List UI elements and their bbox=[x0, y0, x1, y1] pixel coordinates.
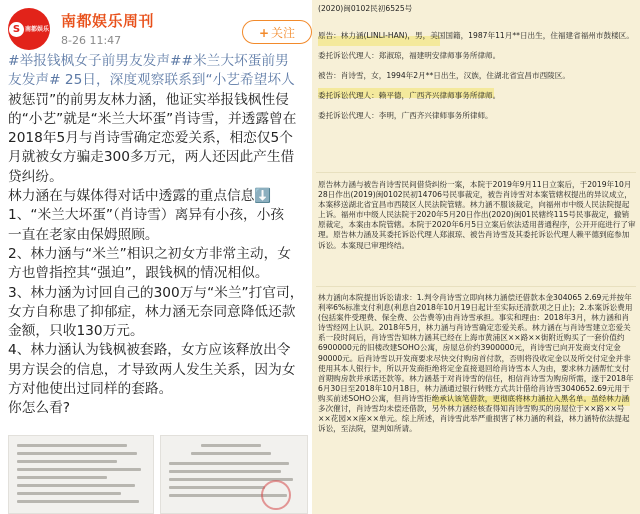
text-line-shape bbox=[169, 486, 265, 489]
party-plaintiff: 原告：林力涵(LINLI-HAN)，男，美国国籍，1987年11月**日出生，住福建省福州市鼓楼区。 bbox=[318, 31, 634, 40]
text-line-shape bbox=[169, 462, 289, 465]
party-plaintiff-agent: 委托诉讼代理人：郑淑琼，福建明安律师事务所律师。 bbox=[318, 51, 501, 61]
document-header bbox=[318, 4, 636, 14]
post-time: 8-26 11:47 bbox=[61, 34, 122, 47]
post-line: 1、“米兰大坏蛋”（肖诗雪）离异有小孩，小孩 bbox=[8, 207, 285, 224]
post-line: 男方误会的信息，才导致两人发生关系，因为女 bbox=[8, 361, 296, 378]
account-name[interactable]: 南都娱乐周刊 bbox=[61, 12, 155, 30]
post-line: 被惩罚”的前男友林力涵，他证实举报钱枫性侵 bbox=[8, 91, 289, 108]
text-line-shape bbox=[169, 470, 281, 473]
hashtag-line[interactable]: #举报钱枫女子前男友发声##米兰大坏蛋前男 bbox=[8, 53, 289, 69]
text-line-shape bbox=[17, 492, 121, 495]
plus-icon: + bbox=[258, 26, 270, 40]
party-defendant: 被告：肖诗雪，女，1994年2月**日出生，汉族，住湖北省宜昌市西陵区。 bbox=[318, 71, 570, 81]
post-line: 金额，只收130万元。 bbox=[8, 323, 144, 340]
post-line: 你怎么看? bbox=[8, 400, 71, 417]
party-defendant-agent-1: 委托诉讼代理人：赖平德，广西齐兴律师事务所律师。 bbox=[318, 91, 501, 101]
post-body bbox=[8, 52, 308, 419]
post-line: 贷纠纷。 bbox=[8, 168, 63, 185]
text-line-shape bbox=[17, 484, 135, 487]
document-procedure bbox=[318, 180, 636, 251]
post-line: 女方自称患了抑郁症，林力涵无奈同意降低还款 bbox=[8, 303, 296, 320]
divider bbox=[316, 172, 636, 173]
post-line: 2、林力涵与“米兰”相识之初女方非常主动，女 bbox=[8, 245, 291, 262]
text-line-shape bbox=[17, 500, 139, 503]
text-line-shape bbox=[17, 476, 107, 479]
follow-button[interactable] bbox=[242, 20, 312, 44]
post-line: 2018年5月与肖诗雪确定恋爱关系，相恋仅5个 bbox=[8, 130, 293, 147]
avatar[interactable] bbox=[8, 8, 50, 50]
post-line[interactable] bbox=[8, 52, 308, 71]
divider bbox=[316, 286, 636, 287]
attached-document-image-2[interactable] bbox=[160, 435, 308, 514]
post-line bbox=[8, 71, 308, 90]
text-line-shape bbox=[17, 468, 141, 471]
case-number: (2020)闽0102民初6525号 bbox=[318, 4, 413, 13]
avatar-logo-text: 南都娱乐 bbox=[24, 25, 49, 33]
post-line: 一直在老家由保姆照顾。 bbox=[8, 226, 159, 243]
text-line-shape bbox=[17, 444, 127, 447]
text-line-shape bbox=[17, 460, 117, 463]
red-seal-stamp-icon bbox=[261, 480, 291, 510]
hashtag-line[interactable]: 友发声# 25日，深度观察联系到“小艺希望坏人 bbox=[8, 72, 295, 89]
post-line: 方也曾指控其“强迫”，跟钱枫的情况相似。 bbox=[8, 265, 269, 282]
post-line: 月就被女方骗走300多万元，两人还因此产生借 bbox=[8, 149, 295, 166]
court-document-page bbox=[312, 0, 640, 514]
follow-label: 关注 bbox=[271, 26, 296, 40]
text-line-shape bbox=[191, 452, 271, 455]
claims-paragraph: 林力涵向本院提出诉讼请求：1.判令肖诗雪立即向林力涵偿还借款本金304065 2.69元并按年利率6%标准支付利息(利息自2018年10月19日起计至实际还清款项之日止)；2.本案诉讼费用(包括案件受理费、保全费、公告费等)由肖诗雪承担。事实和理由：2018年3月，林力涵和肖诗雪经网上认识。2018年5月，林力涵与肖诗雪确定恋爱关系。林力涵在与肖诗雪建立恋爱关系一段时间后，肖诗雪告知林力涵其已经在上海市黄浦区××路××街附近购买了一套价值约6900000元的旧楼改建SOHO公寓，房屋总价约3900000元，肖诗雪已向开发商支付定金90000元。后肖诗雪以开发商要求尽快交付购房首付款，否则将没收定金以及所交付定金并非使用其本人银行卡，所以开发商拒绝将定金直接退回给肖诗雪本人为由，要求林力涵帮忙支付首期购房款并承诺还款等。林力涵基于对肖诗雪的信任，相信肖诗雪为购房所需，遂于2018年6月30日至2018年10月18日，林力涵通过银行转账方式共计借给肖诗雪3040652.69元用于购买前述SOHO公寓，但肖诗雪拒绝承认该笔借款，更彻底将林力涵拉入黑名单。虽经林力涵多次催讨，肖诗雪均未偿还借款，另外林力涵经核查得知肖诗雪购买的房屋位于××路××号××花园××座××单元。综上所述，肖诗雪此举严重损害了林力涵的利益，林力涵特依法提起诉讼，至法院，望判如所请。 bbox=[318, 293, 634, 434]
post-line: 的“小艺”就是“米兰大坏蛋”肖诗雪，并透露曾在 bbox=[8, 110, 297, 127]
document-claims bbox=[318, 293, 636, 434]
text-line-shape bbox=[17, 452, 137, 455]
attached-images bbox=[8, 435, 308, 514]
attached-document-image-1[interactable] bbox=[8, 435, 154, 514]
post-line: 3、林力涵为讨回自己的300万与“米兰”打官司， bbox=[8, 284, 304, 301]
weibo-post-screenshot bbox=[0, 0, 312, 514]
post-line: 方对他使出过同样的套路。 bbox=[8, 381, 173, 398]
procedure-paragraph: 原告林力涵与被告肖诗雪民间借贷纠纷一案，本院于2019年9月11日立案后，于2019年10月28日作出(2019)闽0102民初14706号民事裁定，被告肖诗雪对本案管辖权提出的异议成立，本案移送湖北省宜昌市西陵区人民法院管辖。林力涵不服该裁定，向福州市中级人民法院提起上诉。福州市中级人民法院于2020年5月20日作出(2020)闽01民辖终115号民事裁定，撤销原裁定，本案由本院管辖。本院于2020年6月5日立案后依法适用普通程序，公开开庭进行了审理。原告林力涵及其委托诉讼代理人郑淑琼、被告肖诗雪及其委托诉讼代理人赖平德到庭参加诉讼。本案现已审理终结。 bbox=[318, 180, 636, 250]
text-line-shape bbox=[201, 444, 261, 447]
document-parties bbox=[318, 26, 636, 126]
post-header bbox=[8, 6, 308, 56]
brand-logo-icon: S bbox=[9, 22, 24, 37]
post-line: 林力涵在与媒体得对话中透露的重点信息⬇️ bbox=[8, 188, 272, 205]
party-defendant-agent-2: 委托诉讼代理人：李明，广西齐兴律师事务所律师。 bbox=[318, 111, 493, 121]
post-line: 4、林力涵认为钱枫被套路，女方应该释放出令 bbox=[8, 342, 291, 359]
